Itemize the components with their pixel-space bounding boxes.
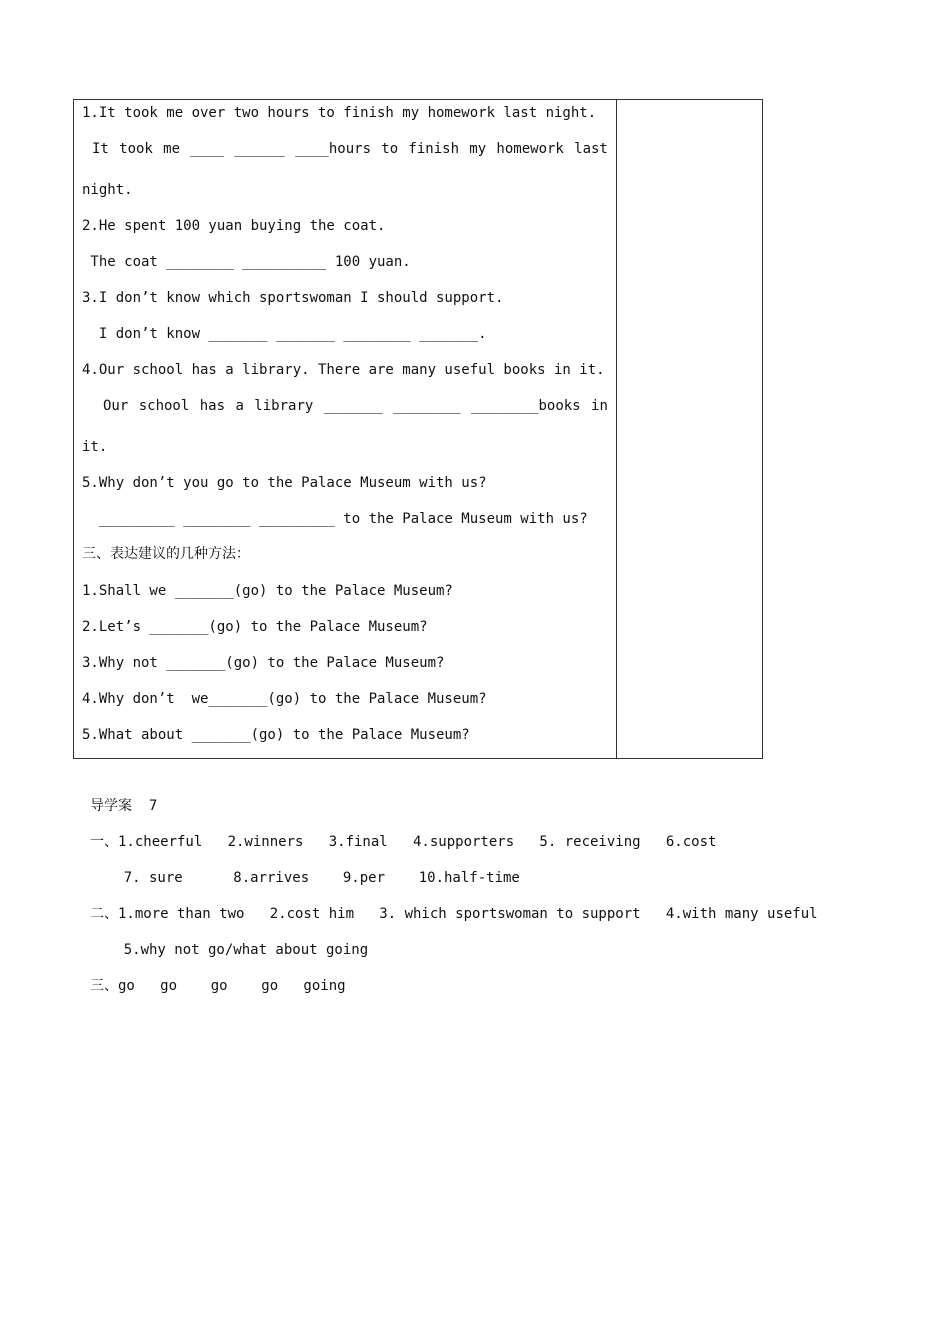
item-5-rewrite[interactable]: _________ ________ _________ to the Palace Museum with us? — [82, 511, 588, 527]
item-1-rewrite-tail: night. — [82, 182, 133, 198]
part3-heading: 三、表达建议的几种方法： — [82, 546, 250, 562]
answers-section-1: 一、1.cheerful 2.winners 3.final 4.supporters 5. receiving 6.cost — [90, 834, 717, 850]
item-1-rewrite: It took me ____ ______ ____hours to finish my homework last — [92, 141, 608, 157]
blank[interactable]: ____ — [190, 141, 224, 157]
item-1-original: 1.It took me over two hours to finish my homework last night. — [82, 105, 597, 121]
answers-section-2-cont: 5.why not go/what about going — [90, 942, 369, 958]
item-3-original: 3.I don’t know which sportswoman I should support. — [82, 290, 504, 306]
blank[interactable]: ________ — [393, 398, 461, 414]
part3-item[interactable]: 2.Let’s _______(go) to the Palace Museum? — [82, 619, 428, 635]
blank[interactable]: ______ — [234, 141, 285, 157]
answers-section-3: 三、go go go go going — [90, 978, 346, 994]
answers-section-1-cont: 7. sure 8.arrives 9.per 10.half-time — [90, 870, 520, 886]
part3-item[interactable]: 4.Why don’t we_______(go) to the Palace Museum? — [82, 691, 487, 707]
part3-item[interactable]: 1.Shall we _______(go) to the Palace Museum? — [82, 583, 453, 599]
item-2-original: 2.He spent 100 yuan buying the coat. — [82, 218, 386, 234]
blank[interactable]: ____hours — [295, 141, 371, 157]
part3-item[interactable]: 3.Why not _______(go) to the Palace Museum? — [82, 655, 445, 671]
item-4-rewrite-tail: it. — [82, 439, 108, 455]
answers-section-2: 二、1.more than two 2.cost him 3. which sportswoman to support 4.with many useful — [90, 906, 818, 922]
table-column-divider — [616, 99, 617, 759]
answers-title: 导学案 7 — [90, 798, 158, 814]
item-3-rewrite[interactable]: I don’t know _______ _______ ________ _______. — [82, 326, 487, 342]
item-2-rewrite[interactable]: The coat ________ __________ 100 yuan. — [82, 254, 411, 270]
blank[interactable]: _______ — [323, 398, 383, 414]
blank[interactable]: ________books — [471, 398, 581, 414]
item-4-original: 4.Our school has a library. There are many useful books in it. — [82, 362, 605, 378]
part3-item[interactable]: 5.What about _______(go) to the Palace Museum? — [82, 727, 470, 743]
item-5-original: 5.Why don’t you go to the Palace Museum with us? — [82, 475, 487, 491]
item-4-rewrite: Our school has a library _______ ________ ________books in — [103, 398, 608, 414]
